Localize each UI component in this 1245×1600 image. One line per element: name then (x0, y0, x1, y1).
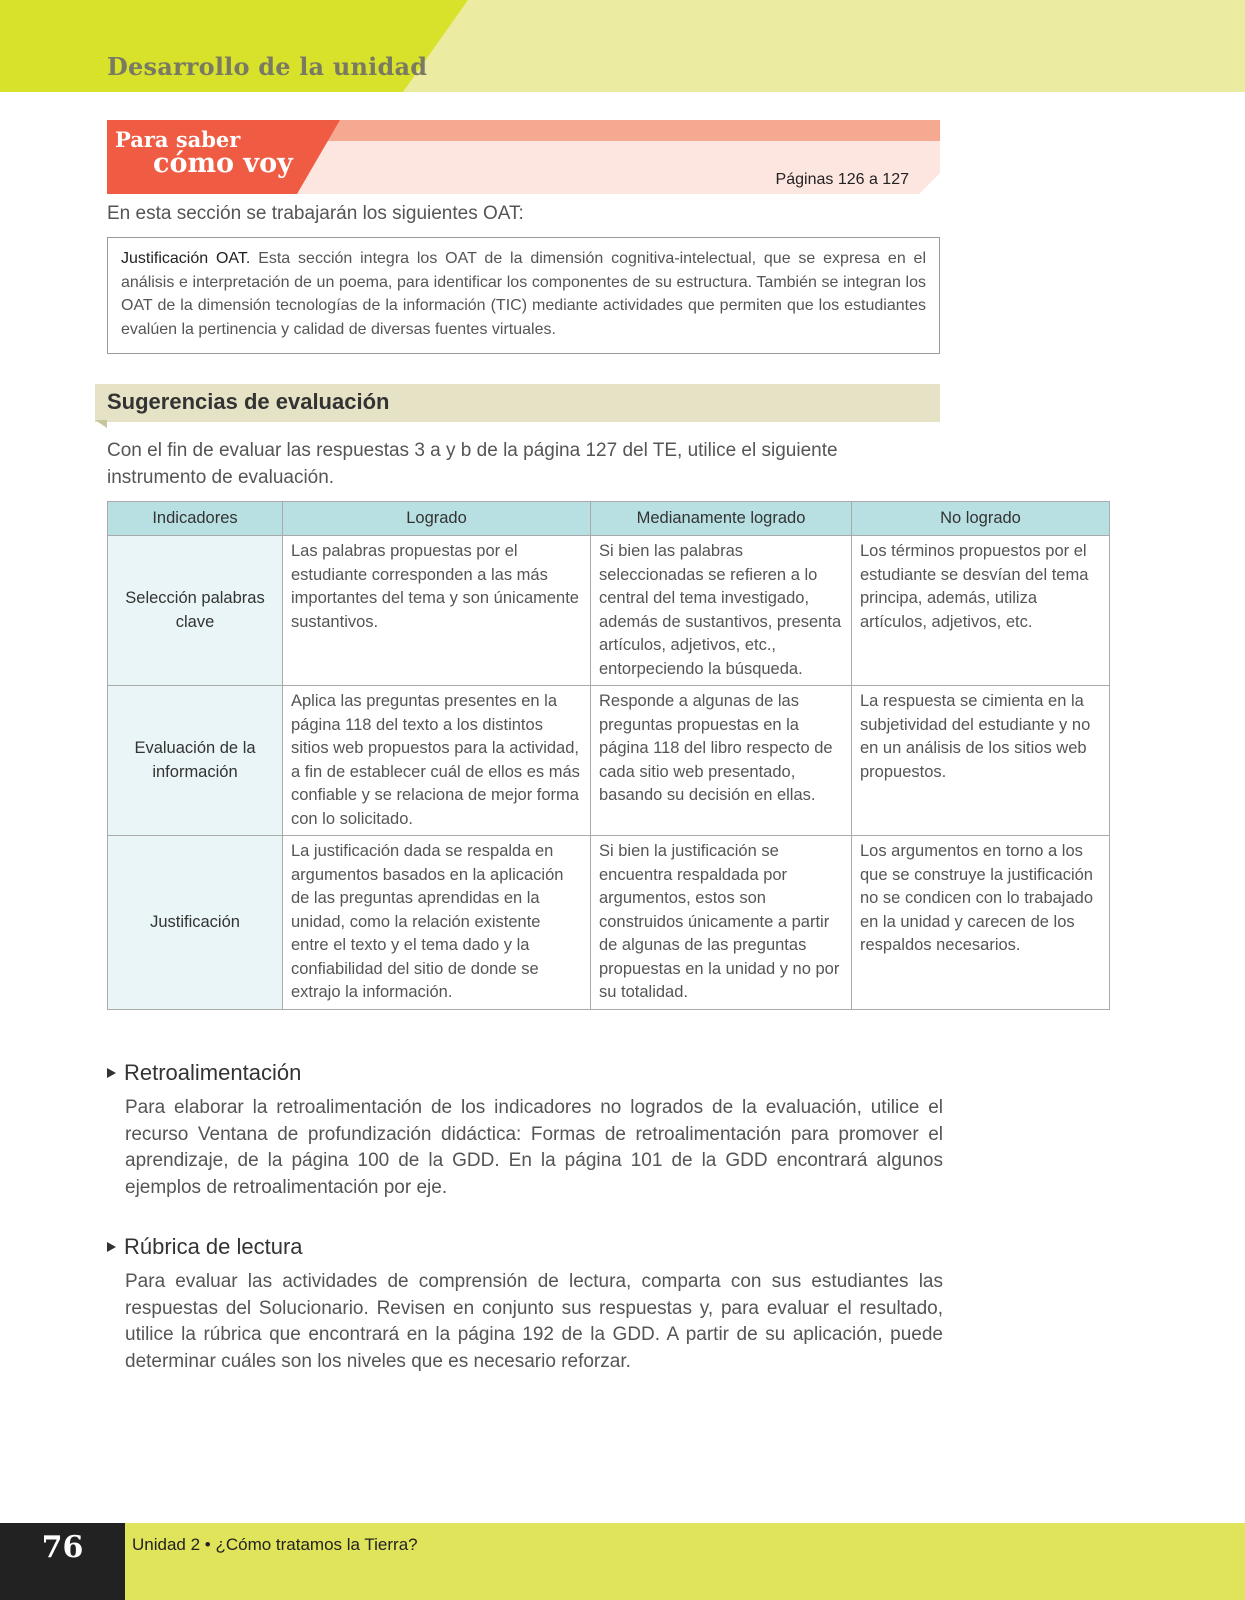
retro-title: Retroalimentación (124, 1060, 302, 1085)
rubrica-text: Para evaluar las actividades de comprensión de lectura, comparta con sus estudiantes las respuestas del Solucionario. Revisen en conjunto sus respuestas y, para evaluar el resultado, utilice la rúbrica que encontrará en la página 192 de la GDD. A partir de su aplicación, puede determinar cuáles son los niveles que es necesario reforzar. (125, 1271, 943, 1372)
no-logrado-cell: La respuesta se cimienta en la subjetividad del estudiante y no en un análisis de los sitios web propuestos. (852, 686, 1110, 836)
table-row (108, 686, 1110, 836)
oat-text: Esta sección integra los OAT de la dimensión cognitiva-intelectual, que se expresa en el análisis e interpretación de un poema, para identificar los componentes de su estructura. También se integran los OAT de la dimensión tecnologías de la información (TIC) mediante actividades que permiten que los estudiantes evalúen la pertinencia y calidad de diversas fuentes virtuales. (121, 250, 927, 338)
oat-intro: En esta sección se trabajarán los siguientes OAT: (107, 203, 524, 224)
footer-unit-label: Unidad 2 • ¿Cómo tratamos la Tierra? (132, 1535, 418, 1554)
page-number: 76 (41, 1530, 84, 1565)
col-header: Indicadores (108, 502, 283, 536)
retro-text: Para elaborar la retroalimentación de los indicadores no logrados de la evaluación, utilice el recurso Ventana de profundización didáctica: Formas de retroalimentación para promover el aprendizaje, de la página 100 de la GDD. En la página 101 de la GDD encontrará algunos ejemplos de retroalimentación por eje. (125, 1097, 943, 1198)
triangle-bullet-icon (107, 1068, 116, 1078)
col-header: Medianamente logrado (591, 502, 852, 536)
banner-line1: Para saber (115, 127, 241, 152)
medianamente-cell: Si bien las palabras seleccionadas se refieren a lo central del tema investigado, además de sustantivos, presenta artículos, adjetivos, etc., entorpeciendo la búsqueda. (591, 536, 852, 686)
indicator-cell: Evaluación de la información (108, 686, 283, 836)
retroalimentacion-section (107, 1060, 943, 1201)
oat-justification-box (107, 237, 940, 354)
table-header-row (108, 502, 1110, 536)
rubrica-title: Rúbrica de lectura (124, 1234, 303, 1259)
table-row (108, 536, 1110, 686)
section-title: Desarrollo de la unidad (107, 52, 428, 81)
logrado-cell: La justificación dada se respalda en argumentos basados en la aplicación de las preguntas aprendidas en la unidad, como la relación existente entre el texto y el tema dado y la confiabilidad del sitio de donde se extrajo la información. (283, 836, 591, 1010)
logrado-cell: Aplica las preguntas presentes en la página 118 del texto a los distintos sitios web propuestos para la actividad, a fin de establecer cuál de ellos es más confiable y se relaciona de mejor forma con lo solicitado. (283, 686, 591, 836)
banner-line2: cómo voy (153, 148, 293, 179)
indicator-cell: Justificación (108, 836, 283, 1010)
no-logrado-cell: Los términos propuestos por el estudiante se desvían del tema principa, además, utiliza artículos, adjetivos, etc. (852, 536, 1110, 686)
evaluation-rubric-table (107, 501, 1110, 1010)
sugerencias-title: Sugerencias de evaluación (107, 389, 390, 414)
logrado-cell: Las palabras propuestas por el estudiante corresponden a las más importantes del tema y son únicamente sustantivos. (283, 536, 591, 686)
col-header: Logrado (283, 502, 591, 536)
oat-label: Justificación OAT. (121, 250, 251, 267)
para-saber-banner (107, 120, 940, 194)
table-row (108, 836, 1110, 1010)
banner-pages: Páginas 126 a 127 (775, 171, 909, 188)
sugerencias-intro: Con el fin de evaluar las respuestas 3 a y b de la página 127 del TE, utilice el siguiente instrumento de evaluación. (107, 440, 838, 488)
triangle-bullet-icon (107, 1242, 116, 1252)
indicator-cell: Selección palabras clave (108, 536, 283, 686)
medianamente-cell: Si bien la justificación se encuentra respaldada por argumentos, estos son construidos únicamente a partir de algunas de las preguntas propuestas en la unidad y no por su totalidad. (591, 836, 852, 1010)
rubrica-section (107, 1234, 943, 1375)
medianamente-cell: Responde a algunas de las preguntas propuestas en la página 118 del libro respecto de cada sitio web presentado, basando su decisión en ellas. (591, 686, 852, 836)
col-header: No logrado (852, 502, 1110, 536)
no-logrado-cell: Los argumentos en torno a los que se construye la justificación no se condicen con lo trabajado en la unidad y carecen de los respaldos necesarios. (852, 836, 1110, 1010)
